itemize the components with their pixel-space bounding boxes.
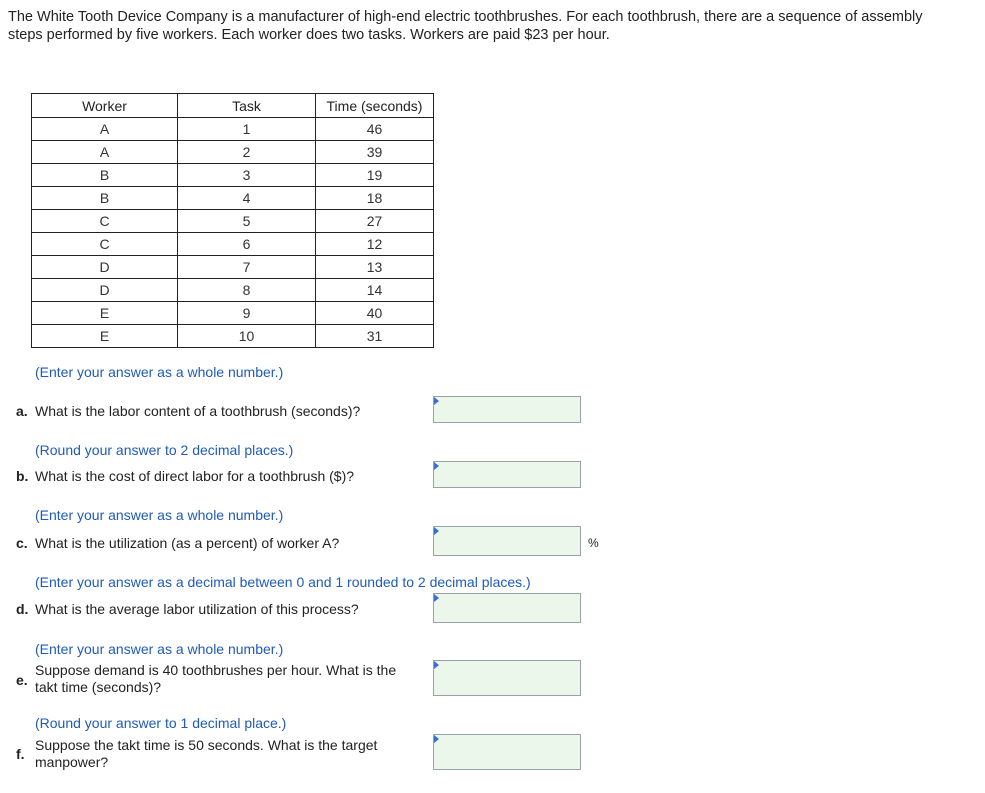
task-cell: 4 <box>178 187 316 210</box>
instruction-b: (Round your answer to 2 decimal places.) <box>35 442 294 458</box>
time-cell: 12 <box>316 233 434 256</box>
table-row <box>32 325 434 348</box>
table-row <box>32 141 434 164</box>
question-letter-b: b. <box>16 468 29 484</box>
time-cell: 14 <box>316 279 434 302</box>
header-time: Time (seconds) <box>316 94 434 118</box>
instruction-a: (Enter your answer as a whole number.) <box>35 364 284 380</box>
table-header-row <box>32 94 434 118</box>
worker-cell: C <box>32 210 178 233</box>
table-row <box>32 279 434 302</box>
question-letter-f: f. <box>16 746 25 762</box>
answer-input-f[interactable] <box>434 735 580 769</box>
answer-input-d[interactable] <box>434 594 580 622</box>
table-row <box>32 164 434 187</box>
instruction-d: (Enter your answer as a decimal between 0 and 1 rounded to 2 decimal places.) <box>35 574 531 590</box>
instruction-e: (Enter your answer as a whole number.) <box>35 641 284 657</box>
problem-intro: The White Tooth Device Company is a manufacturer of high-end electric toothbrushes. For each toothbrush, there are a sequence of assembly steps performed by five workers. Each worker does two tasks. Workers are paid $23 per hour. <box>8 9 923 43</box>
table-row <box>32 118 434 141</box>
answer-input-a[interactable] <box>434 397 580 422</box>
table-row <box>32 302 434 325</box>
task-cell: 10 <box>178 325 316 348</box>
worker-cell: B <box>32 164 178 187</box>
task-time-table <box>31 93 434 348</box>
answer-input-b[interactable] <box>434 462 580 487</box>
question-text-f-line1: Suppose the takt time is 50 seconds. What is the target <box>35 737 378 753</box>
question-letter-e: e. <box>16 672 28 688</box>
table-row <box>32 187 434 210</box>
table-row <box>32 210 434 233</box>
answer-field-d[interactable] <box>433 593 581 623</box>
task-cell: 1 <box>178 118 316 141</box>
answer-field-f[interactable] <box>433 734 581 770</box>
worker-cell: E <box>32 325 178 348</box>
question-text-c: What is the utilization (as a percent) of worker A? <box>35 535 340 551</box>
worker-cell: A <box>32 118 178 141</box>
question-text-d: What is the average labor utilization of this process? <box>35 601 359 617</box>
question-text-e-line2: takt time (seconds)? <box>35 679 162 695</box>
answer-field-b[interactable] <box>433 461 581 488</box>
task-cell: 6 <box>178 233 316 256</box>
worker-cell: D <box>32 256 178 279</box>
header-task: Task <box>178 94 316 118</box>
time-cell: 19 <box>316 164 434 187</box>
time-cell: 18 <box>316 187 434 210</box>
time-cell: 40 <box>316 302 434 325</box>
task-cell: 9 <box>178 302 316 325</box>
task-cell: 2 <box>178 141 316 164</box>
task-cell: 3 <box>178 164 316 187</box>
answer-input-e[interactable] <box>434 661 580 695</box>
question-text-b: What is the cost of direct labor for a toothbrush ($)? <box>35 468 355 484</box>
question-text-f <box>35 737 377 771</box>
answer-field-e[interactable] <box>433 660 581 696</box>
table-row <box>32 233 434 256</box>
worker-cell: D <box>32 279 178 302</box>
answer-field-c[interactable] <box>433 526 581 556</box>
instruction-f: (Round your answer to 1 decimal place.) <box>35 715 287 731</box>
question-text-e-line1: Suppose demand is 40 toothbrushes per hour. What is the <box>35 662 397 678</box>
answer-input-c[interactable] <box>434 527 580 555</box>
time-cell: 13 <box>316 256 434 279</box>
question-text-e <box>35 662 396 696</box>
worker-cell: C <box>32 233 178 256</box>
question-text-a: What is the labor content of a toothbrush (seconds)? <box>35 403 361 419</box>
time-cell: 31 <box>316 325 434 348</box>
task-cell: 5 <box>178 210 316 233</box>
time-cell: 39 <box>316 141 434 164</box>
question-letter-c: c. <box>16 535 28 551</box>
task-cell: 7 <box>178 256 316 279</box>
table-row <box>32 256 434 279</box>
worker-cell: A <box>32 141 178 164</box>
percent-unit-label: % <box>588 536 599 550</box>
answer-field-a[interactable] <box>433 396 581 423</box>
task-cell: 8 <box>178 279 316 302</box>
question-letter-a: a. <box>16 403 28 419</box>
header-worker: Worker <box>32 94 178 118</box>
worker-cell: B <box>32 187 178 210</box>
instruction-c: (Enter your answer as a whole number.) <box>35 507 284 523</box>
time-cell: 46 <box>316 118 434 141</box>
worker-cell: E <box>32 302 178 325</box>
question-letter-d: d. <box>16 601 29 617</box>
time-cell: 27 <box>316 210 434 233</box>
question-text-f-line2: manpower? <box>35 754 109 770</box>
